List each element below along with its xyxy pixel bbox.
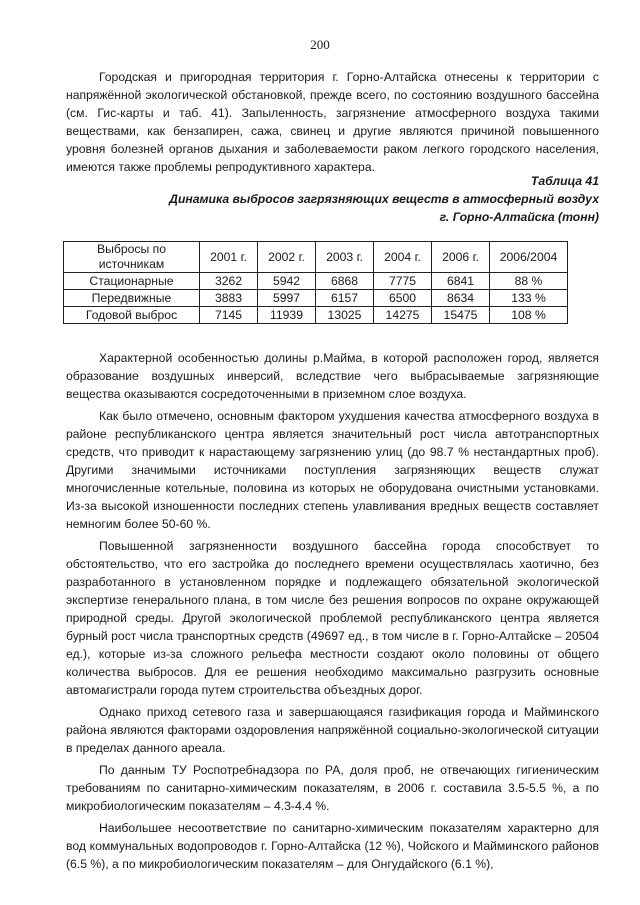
table-cell: 3262 <box>200 273 258 290</box>
header-cell: 2006/2004 <box>490 242 568 273</box>
table-cell: 8634 <box>432 290 490 307</box>
table-cell: 11939 <box>258 307 316 324</box>
body-paragraph: По данным ТУ Роспотребнадзора по РА, доля проб, не отвечающих гигиеническим требованиям по санитарно-химическим показателям, в 2006 г. составила 3.5-5.5 %, а по микробиологическим показателям – 4.3-4.4 %. <box>66 763 599 813</box>
table-cell: 5997 <box>258 290 316 307</box>
table-cell: Передвижные <box>64 290 200 307</box>
table-cell: 3883 <box>200 290 258 307</box>
table-cell: 15475 <box>432 307 490 324</box>
header-cell: 2002 г. <box>258 242 316 273</box>
body-paragraph: Однако приход сетевого газа и завершающаяся газификация города и Майминского района являются факторами оздоровления напряжённой социально-экологической ситуации в пределах данного ареала. <box>66 705 599 755</box>
table-cell: 133 % <box>490 290 568 307</box>
body-paragraph: Наибольшее несоответствие по санитарно-химическим показателям характерно для вод коммунальных водопроводов г. Горно-Алтайска (12 %), Чойского и Майминского районов (6.5 %), а по микробиологическим показателям – для Онгудайского (6.1 %), <box>66 821 599 871</box>
body-paragraph: Как было отмечено, основным фактором ухудшения качества атмосферного воздуха в районе республиканского центра является значительный рост числа автотранспортных средств, что приводит к нарастающему загрязнению улиц (до 98.7 % нестандартных проб). Другими значимыми источниками поступления загрязняющих веществ служат многочисленные котельные, половина из которых не оборудована очистными установками. Из-за высокой изношенности последних степень улавливания вредных веществ составляет немногим более 50-60 %. <box>66 409 599 531</box>
table-cell: 6500 <box>374 290 432 307</box>
table-cell: 108 % <box>490 307 568 324</box>
table-header-row <box>64 242 568 273</box>
emissions-table <box>63 241 568 324</box>
table-cell: 88 % <box>490 273 568 290</box>
header-cell: 2006 г. <box>432 242 490 273</box>
header-cell: 2001 г. <box>200 242 258 273</box>
table-row <box>64 273 568 290</box>
header-cell: Выбросы по источникам <box>64 242 200 273</box>
intro-paragraph: Городская и пригородная территория г. Горно-Алтайска отнесены к территории с напряжённой экологической обстановкой, прежде всего, по состоянию воздушного бассейна (см. Гис-карты и таб. 41). Запыленность, загрязнение атмосферного воздуха такими веществами, как бензапирен, сажа, свинец и другие являются причиной повышенного уровня болезней органов дыхания и заболеваемости раком легкого городского населения, имеются также проблемы репродуктивного характера. <box>66 70 599 174</box>
table-cell: 14275 <box>374 307 432 324</box>
table-row <box>64 290 568 307</box>
table-cell: 5942 <box>258 273 316 290</box>
table-cell: Стационарные <box>64 273 200 290</box>
table-cell: Годовой выброс <box>64 307 200 324</box>
body-section <box>66 349 599 873</box>
table-cell: 7145 <box>200 307 258 324</box>
table-cell: 13025 <box>316 307 374 324</box>
table-caption <box>69 172 599 226</box>
table-title-line-2: г. Горно-Алтайска (тонн) <box>439 210 599 224</box>
table-cell: 6841 <box>432 273 490 290</box>
page-number: 200 <box>310 37 330 52</box>
table-title-line-1: Динамика выбросов загрязняющих веществ в атмосферный воздух <box>169 192 599 206</box>
table-cell: 7775 <box>374 273 432 290</box>
table-cell: 6868 <box>316 273 374 290</box>
header-cell: 2004 г. <box>374 242 432 273</box>
header-cell: 2003 г. <box>316 242 374 273</box>
table-label: Таблица 41 <box>530 174 599 188</box>
table-row <box>64 307 568 324</box>
body-paragraph: Характерной особенностью долины р.Майма, в которой расположен город, является образование воздушных инверсий, вследствие чего выбрасываемые загрязняющие вещества оказываются сосредоточенными в приземном слое воздуха. <box>66 351 599 401</box>
intro-section <box>66 68 599 176</box>
body-paragraph: Повышенной загрязненности воздушного бассейна города способствует то обстоятельство, что его застройка до последнего времени осуществлялась хаотично, без разработанного в установленном порядке и подлежащего обязательной экологической экспертизе генерального плана, в том числе без решения вопросов по охране окружающей природной среды. Другой экологической проблемой республиканского центра является бурный рост числа транспортных средств (49697 ед., в том числе в г. Горно-Алтайске – 20504 ед.), которые из-за сложного рельефа местности создают около половины от общего количества выбросов. Для ее решения необходимо максимально разгрузить основные автомагистрали города путем строительства объездных дорог. <box>66 539 599 697</box>
table-cell: 6157 <box>316 290 374 307</box>
